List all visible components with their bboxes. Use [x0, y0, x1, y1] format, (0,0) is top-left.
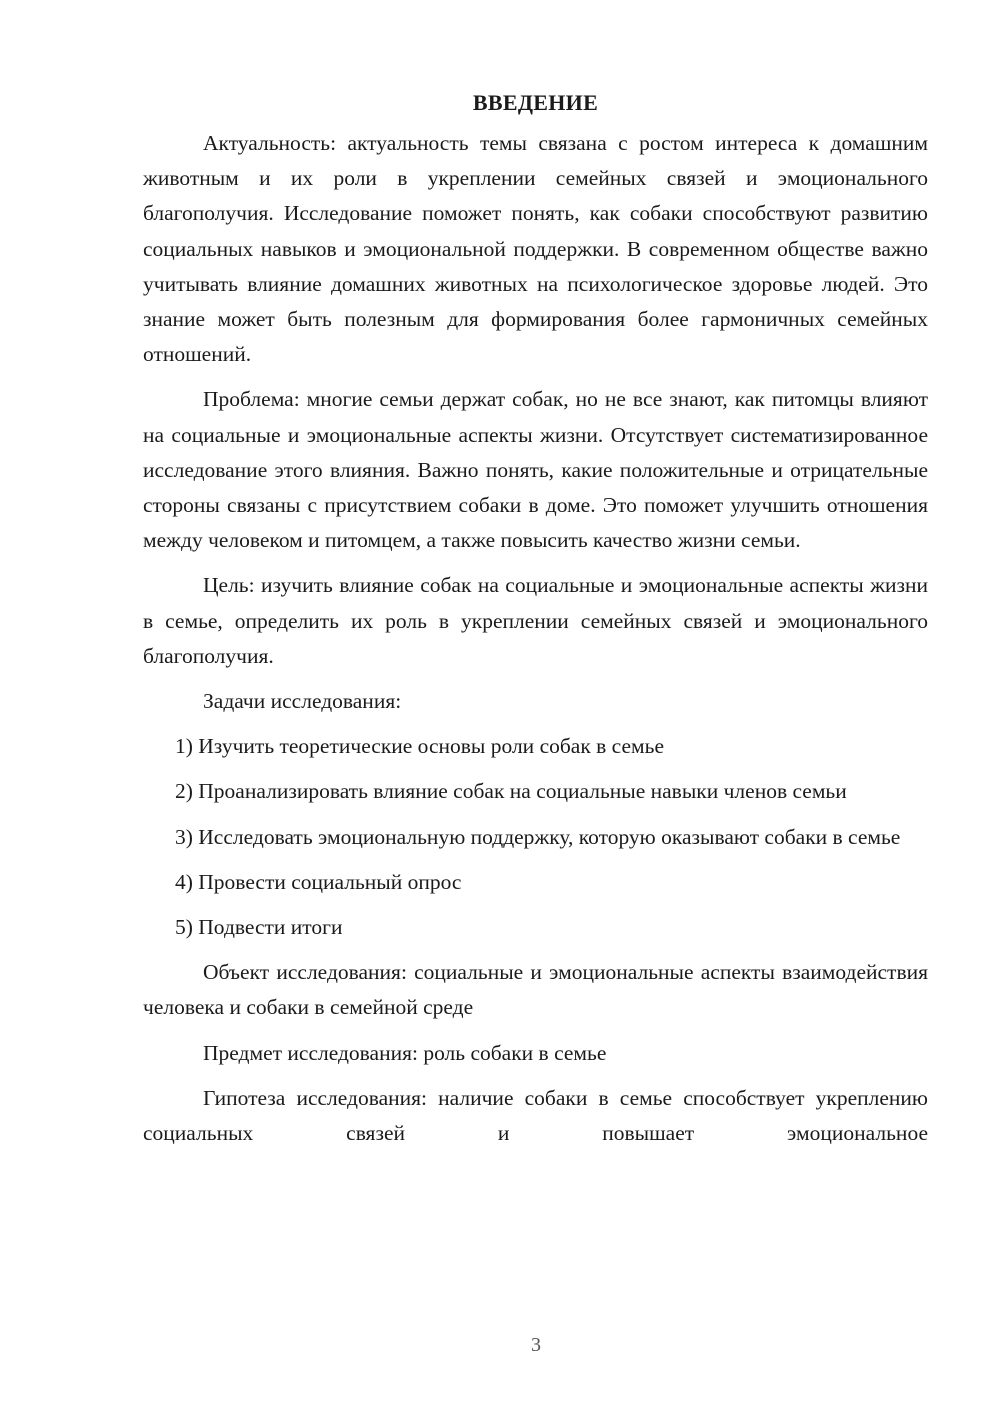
task-item-5: 5) Подвести итоги [175, 915, 343, 940]
task-item-1: 1) Изучить теоретические основы роли собак в семье [175, 734, 664, 759]
tasks-heading: Задачи исследования: [203, 689, 402, 714]
relevance-paragraph: Актуальность: актуальность темы связана с ростом интереса к домашним животным и их роли в укреплении семейных связей и эмоционального благополучия. Исследование поможет понять, как собаки способствуют развитию социальных навыков и эмоциональной поддержки. В современном обществе важно учитывать влияние домашних животных на психологическое здоровье людей. Это знание может быть полезным для формирования более гармоничных семейных отношений. [143, 131, 928, 367]
page-title: ВВЕДЕНИЕ [472, 90, 599, 115]
hypothesis-paragraph: Гипотеза исследования: наличие собаки в семье способствует укреплению социальных связей и повышает эмоциональное [143, 1085, 928, 1146]
task-item-4: 4) Провести социальный опрос [175, 869, 462, 894]
goal-paragraph: Цель: изучить влияние собак на социальные и эмоциональные аспекты жизни в семье, определить их роль в укреплении семейных связей и эмоционального благополучия. [143, 573, 928, 668]
subject-paragraph: Предмет исследования: роль собаки в семье [203, 1040, 607, 1065]
task-item-2: 2) Проанализировать влияние собак на социальные навыки членов семьи [175, 779, 847, 804]
problem-paragraph: Проблема: многие семьи держат собак, но не все знают, как питомцы влияют на социальные и эмоциональные аспекты жизни. Отсутствует систематизированное исследование этого влияния. Важно понять, какие положительные и отрицательные стороны связаны с присутствием собаки в доме. Это поможет улучшить отношения между человеком и питомцем, а также повысить качество жизни семьи. [143, 387, 928, 553]
page-number: 3 [531, 1334, 541, 1356]
object-paragraph: Объект исследования: социальные и эмоциональные аспекты взаимодействия человека и собаки в семейной среде [143, 960, 928, 1020]
task-item-3: 3) Исследовать эмоциональную поддержку, которую оказывают собаки в семье [175, 824, 901, 849]
document-page [143, 88, 928, 1161]
